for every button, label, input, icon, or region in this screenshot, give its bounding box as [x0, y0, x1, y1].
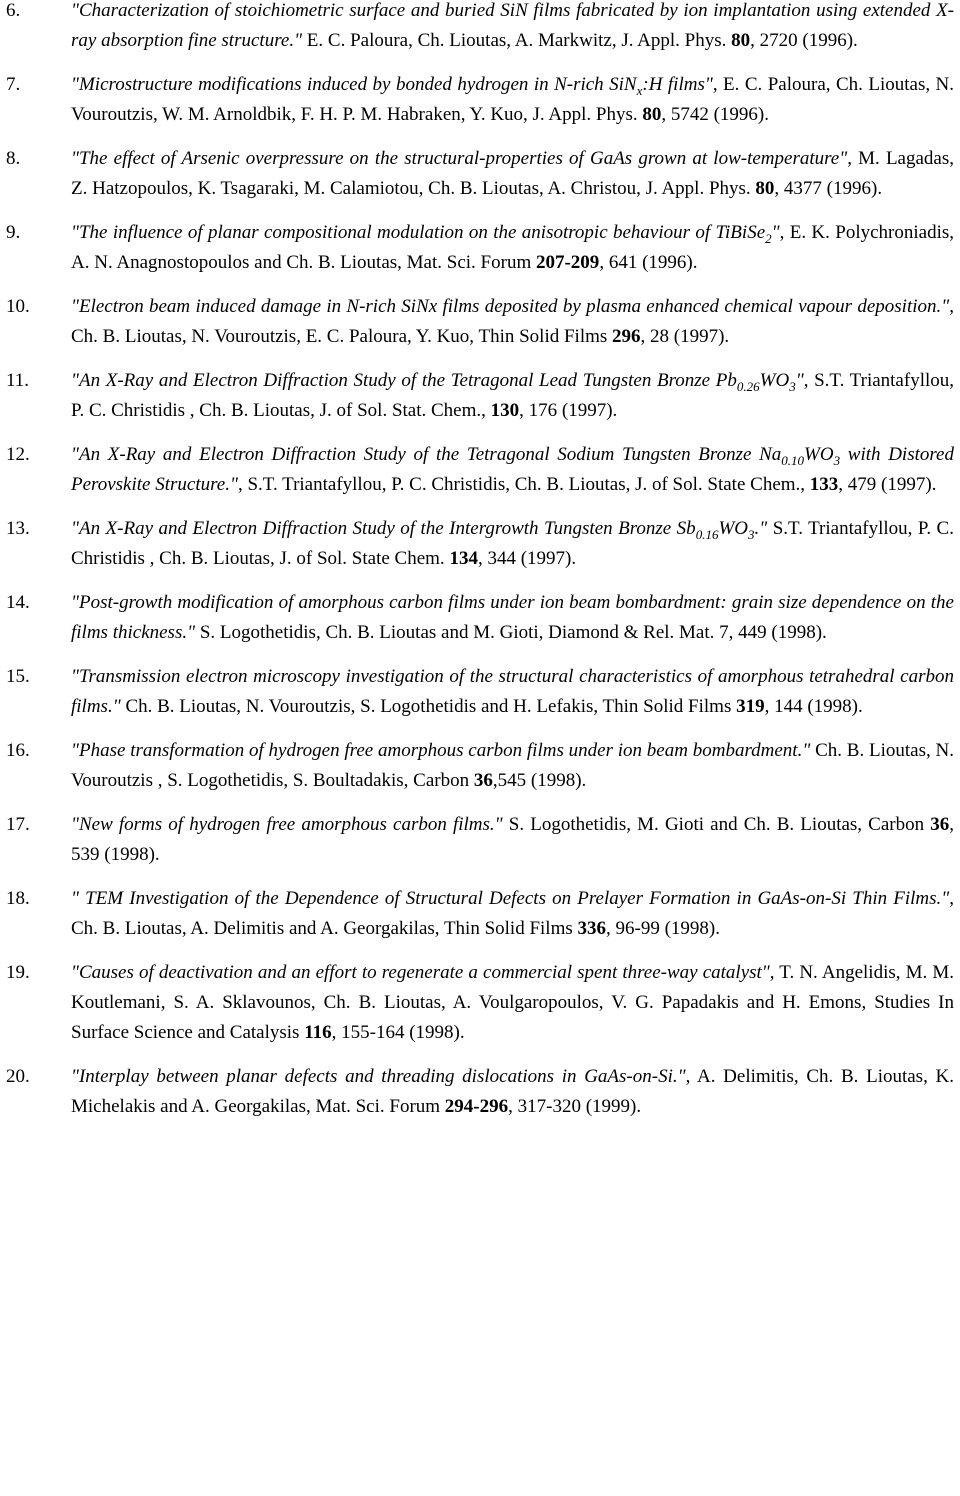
reference-authors: , Ch. B. Lioutas, A. Delimitis and A. Georgakilas, Thin Solid Films	[71, 888, 954, 939]
reference-item	[0, 366, 960, 426]
reference-authors: , E. C. Paloura, Ch. Lioutas, N. Vouroutzis, W. M. Arnoldbik, F. H. P. M. Habraken, Y. Kuo, J. Appl. Phys.	[71, 74, 955, 125]
reference-title: "Post-growth modification of amorphous carbon films under ion beam bombardment: grain size dependence on the films thickness."	[71, 592, 954, 643]
reference-volume: 80	[731, 30, 751, 51]
reference-pages-year: , 28 (1997).	[640, 326, 730, 347]
reference-title: "An X-Ray and Electron Diffraction Study of the Intergrowth Tungsten Bronze $Sb_{0.16}WO_3$."	[71, 518, 768, 542]
reference-number: 12.	[6, 444, 30, 465]
reference-item	[0, 292, 960, 352]
reference-authors: , S.T. Triantafyllou, P. C. Christidis, Ch. B. Lioutas, J. of Sol. State Chem.,	[237, 474, 810, 495]
reference-volume: 134	[449, 548, 478, 569]
reference-number: 16.	[6, 740, 30, 761]
reference-title: " TEM Investigation of the Dependence of Structural Defects on Prelayer Formation in GaAs-on-Si Thin Films."	[71, 888, 950, 909]
reference-volume: 319	[736, 696, 765, 717]
reference-volume: 36	[930, 814, 950, 835]
reference-pages-year: , 4377 (1996).	[774, 178, 883, 199]
reference-authors: Ch. B. Lioutas, N. Vouroutzis, S. Logothetidis and H. Lefakis, Thin Solid Films	[120, 696, 737, 717]
reference-authors: S. Logothetidis, Ch. B. Lioutas and M. Gioti, Diamond & Rel. Mat. 7, 449 (1998).	[195, 622, 827, 643]
reference-pages-year: , 641 (1996).	[599, 252, 698, 273]
reference-volume: 207-209	[535, 252, 600, 273]
reference-volume: 336	[577, 918, 607, 939]
reference-authors: , S.T. Triantafyllou, P. C. Christidis , Ch. B. Lioutas, J. of Sol. Stat. Chem.,	[71, 370, 954, 421]
reference-authors: Ch. B. Lioutas, N. Vouroutzis , S. Logothetidis, S. Boultadakis, Carbon	[71, 740, 954, 791]
reference-number: 13.	[6, 518, 30, 539]
reference-item	[0, 736, 960, 796]
reference-item	[0, 810, 960, 870]
reference-title: "Phase transformation of hydrogen free amorphous carbon films under ion beam bombardment."	[71, 740, 811, 761]
reference-volume: 130	[490, 400, 520, 421]
reference-authors: , E. K. Polychroniadis, A. N. Anagnostopoulos and Ch. B. Lioutas, Mat. Sci. Forum	[71, 222, 954, 273]
reference-authors: , Ch. B. Lioutas, N. Vouroutzis, E. C. Paloura, Y. Kuo, Thin Solid Films	[71, 296, 954, 347]
reference-pages-year: , 2720 (1996).	[750, 30, 858, 51]
reference-authors: , A. Delimitis, Ch. B. Lioutas, K. Michelakis and A. Georgakilas, Mat. Sci. Forum	[71, 1066, 955, 1117]
reference-authors: S.T. Triantafyllou, P. C. Christidis , Ch. B. Lioutas, J. of Sol. State Chem.	[71, 518, 954, 569]
reference-item	[0, 144, 960, 204]
reference-title: "The effect of Arsenic overpressure on the structural-properties of GaAs grown at low-temperature"	[71, 148, 848, 169]
reference-number: 14.	[6, 592, 30, 613]
reference-number: 18.	[6, 888, 30, 909]
reference-title: "New forms of hydrogen free amorphous carbon films."	[71, 814, 503, 835]
reference-pages-year: , 96-99 (1998).	[606, 918, 720, 939]
reference-volume: 296	[612, 326, 641, 347]
reference-pages-year: ,545 (1998).	[492, 770, 587, 791]
reference-title: "An X-Ray and Electron Diffraction Study of the Tetragonal Sodium Tungsten Bronze $Na_{0.10}WO_3$ with Distored Perovskite Structure."	[71, 444, 954, 495]
reference-item	[0, 0, 960, 56]
reference-volume: 36	[473, 770, 493, 791]
reference-item	[0, 70, 960, 130]
reference-volume: 80	[755, 178, 775, 199]
reference-pages-year: , 317-320 (1999).	[508, 1096, 642, 1117]
reference-number: 6.	[6, 0, 21, 21]
reference-authors: , M. Lagadas, Z. Hatzopoulos, K. Tsagaraki, M. Calamiotou, Ch. B. Lioutas, A. Christou, J. Appl. Phys.	[71, 148, 954, 199]
reference-number: 8.	[6, 148, 21, 169]
reference-title: "Transmission electron microscopy investigation of the structural characteristics of amorphous tetrahedral carbon films."	[71, 666, 954, 717]
reference-item	[0, 1062, 960, 1122]
reference-number: 10.	[6, 296, 30, 317]
reference-pages-year: , 539 (1998).	[71, 814, 954, 865]
reference-title: "Microstructure modifications induced by bonded hydrogen in N-rich SiN$_x$:H films"	[71, 74, 713, 98]
reference-title: "Causes of deactivation and an effort to regenerate a commercial spent three-way catalyst"	[71, 962, 770, 983]
reference-item	[0, 514, 960, 574]
reference-pages-year: , 5742 (1996).	[661, 104, 770, 125]
reference-title: "Characterization of stoichiometric surface and buried SiN films fabricated by ion implantation using extended X-ray absorption fine structure."	[71, 0, 954, 51]
reference-volume: 294-296	[444, 1096, 509, 1117]
reference-item	[0, 218, 960, 278]
reference-number: 15.	[6, 666, 30, 687]
reference-number: 11.	[6, 370, 30, 391]
reference-volume: 80	[642, 104, 662, 125]
reference-item	[0, 440, 960, 500]
reference-number: 20.	[6, 1066, 30, 1087]
reference-authors: E. C. Paloura, Ch. Lioutas, A. Markwitz, J. Appl. Phys.	[302, 30, 732, 51]
reference-number: 19.	[6, 962, 30, 983]
reference-pages-year: , 176 (1997).	[519, 400, 618, 421]
reference-pages-year: , 155-164 (1998).	[331, 1022, 465, 1043]
reference-authors: S. Logothetidis, M. Gioti and Ch. B. Lioutas, Carbon	[502, 814, 931, 835]
reference-volume: 116	[304, 1022, 332, 1043]
reference-pages-year: , 344 (1997).	[477, 548, 577, 569]
reference-authors: , T. N. Angelidis, M. M. Koutlemani, S. A. Sklavounos, Ch. B. Lioutas, A. Voulgaropoulos, V. G. Papadakis and H. Emons, Studies In Surface Science and Catalysis	[71, 962, 954, 1043]
reference-item	[0, 958, 960, 1048]
reference-title: "Electron beam induced damage in N-rich SiNx films deposited by plasma enhanced chemical vapour deposition."	[71, 296, 950, 317]
reference-number: 9.	[6, 222, 21, 243]
reference-volume: 133	[809, 474, 839, 495]
reference-item	[0, 662, 960, 722]
reference-number: 7.	[6, 74, 21, 95]
reference-title: "The influence of planar compositional modulation on the anisotropic behaviour of TiBiSe$_2$"	[71, 222, 780, 246]
reference-pages-year: , 479 (1997).	[838, 474, 937, 495]
reference-title: "Interplay between planar defects and threading dislocations in GaAs-on-Si."	[71, 1066, 686, 1087]
reference-number: 17.	[6, 814, 30, 835]
reference-item	[0, 884, 960, 944]
reference-title: "An X-Ray and Electron Diffraction Study of the Tetragonal Lead Tungsten Bronze $Pb_{0.26}WO_3$"	[71, 370, 804, 394]
reference-item	[0, 588, 960, 648]
reference-pages-year: , 144 (1998).	[764, 696, 863, 717]
